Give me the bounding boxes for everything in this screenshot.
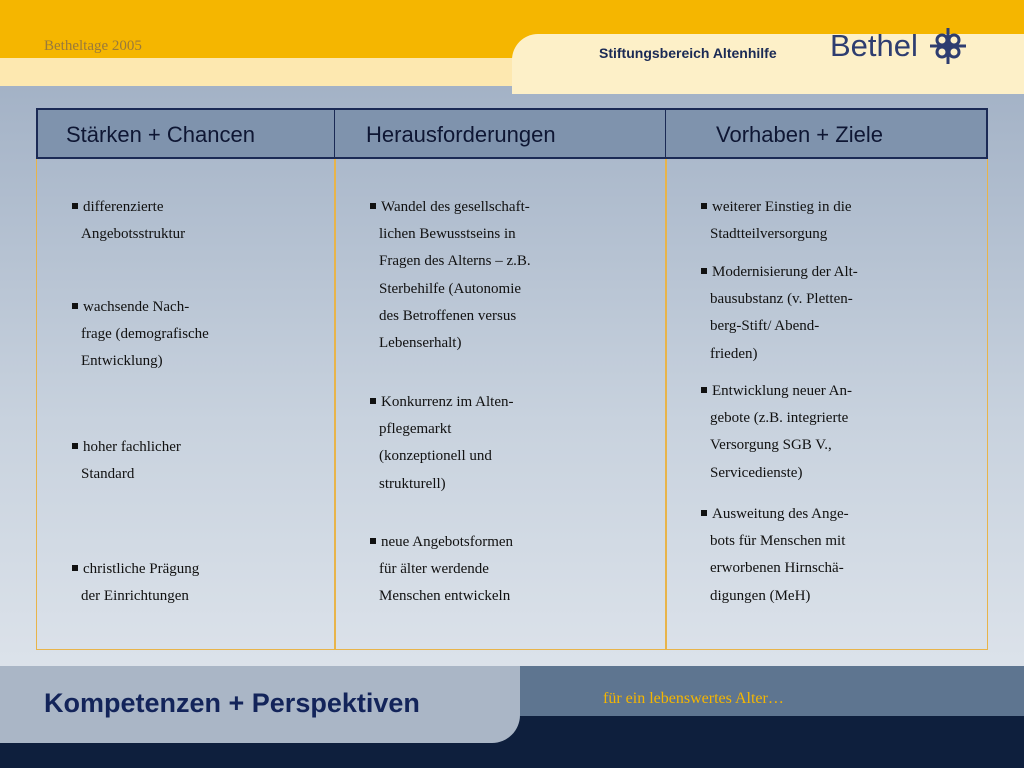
bullet-line: (konzeptionell und (379, 448, 492, 465)
bullet-line: Modernisierung der Alt- (701, 259, 858, 286)
bullet-square-icon (370, 398, 376, 404)
bullet-line: Standard (81, 466, 135, 483)
header-divider (334, 108, 335, 159)
bullet-item (370, 529, 513, 611)
bullet-line: Angebotsstruktur (81, 226, 186, 243)
footer-slogan: für ein lebenswertes Alter… (603, 690, 784, 707)
event-label: Betheltage 2005 (44, 38, 142, 54)
bullet-item (370, 194, 531, 357)
bullet-square-icon (701, 203, 707, 209)
bullet-line: christliche Prägung (72, 556, 199, 583)
bullet-line: bots für Menschen mit (710, 533, 846, 550)
column-divider (334, 108, 336, 650)
bullet-square-icon (72, 565, 78, 571)
bullet-line: strukturell) (379, 475, 446, 492)
bullet-line: weiterer Einstieg in die (701, 194, 852, 221)
bullet-line: Versorgung SGB V., (710, 437, 832, 454)
bullet-line: frieden) (710, 345, 758, 362)
bullet-line: Lebenserhalt) (379, 335, 462, 352)
bullet-square-icon (72, 443, 78, 449)
bullet-line: der Einrichtungen (81, 588, 189, 605)
bullet-line: Entwicklung) (81, 353, 163, 370)
bethel-logo-icon (928, 26, 968, 66)
bullet-line: Ausweitung des Ange- (701, 501, 849, 528)
bullet-line: des Betroffenen versus (379, 307, 517, 324)
bullet-item (701, 194, 852, 248)
bullet-item (72, 556, 199, 610)
bullet-square-icon (370, 538, 376, 544)
bullet-line: differenzierte (72, 194, 185, 221)
bullet-item (370, 389, 513, 498)
bullet-item (701, 378, 852, 487)
bullet-line: gebote (z.B. integrierte (710, 410, 849, 427)
header-divider (665, 108, 666, 159)
bullet-line: digungen (MeH) (710, 587, 811, 604)
bullet-line: wachsende Nach- (72, 294, 209, 321)
header-goals: Vorhaben + Ziele (716, 122, 883, 147)
bullet-item (72, 194, 185, 248)
bullet-square-icon (701, 510, 707, 516)
division-label: Stiftungsbereich Altenhilfe (599, 45, 777, 61)
column-divider (665, 108, 667, 650)
bullet-line: Konkurrenz im Alten- (370, 389, 513, 416)
bullet-line: Entwicklung neuer An- (701, 378, 852, 405)
bullet-item (72, 294, 209, 376)
bullet-line: lichen Bewusstseins in (379, 226, 516, 243)
bullet-line: bausubstanz (v. Pletten- (710, 291, 853, 308)
bullet-item (72, 434, 181, 488)
bullet-line: hoher fachlicher (72, 434, 181, 461)
bethel-logo-text: Bethel (830, 28, 918, 63)
bullet-square-icon (72, 203, 78, 209)
bullet-item (701, 259, 858, 368)
bullet-line: Sterbehilfe (Autonomie (379, 280, 522, 297)
bullet-square-icon (72, 303, 78, 309)
bullet-line: für älter werdende (379, 561, 489, 578)
bullet-line: Stadtteilversorgung (710, 226, 828, 243)
bullet-item (701, 501, 849, 610)
bullet-line: pflegemarkt (379, 421, 452, 438)
bullet-line: Menschen entwickeln (379, 588, 511, 605)
bullet-square-icon (370, 203, 376, 209)
bullet-line: Wandel des gesellschaft- (370, 194, 531, 221)
bullet-square-icon (701, 387, 707, 393)
footer-title: Kompetenzen + Perspektiven (44, 688, 420, 718)
bullet-line: Fragen des Alterns – z.B. (379, 253, 531, 270)
header-strengths: Stärken + Chancen (66, 122, 255, 147)
header-challenges: Herausforderungen (366, 122, 556, 147)
bullet-line: Servicedienste) (710, 464, 803, 481)
bullet-line: berg-Stift/ Abend- (710, 318, 820, 335)
bullet-line: neue Angebotsformen (370, 529, 513, 556)
bullet-square-icon (701, 268, 707, 274)
bullet-line: frage (demografische (81, 326, 209, 343)
bullet-line: erworbenen Hirnschä- (710, 560, 844, 577)
